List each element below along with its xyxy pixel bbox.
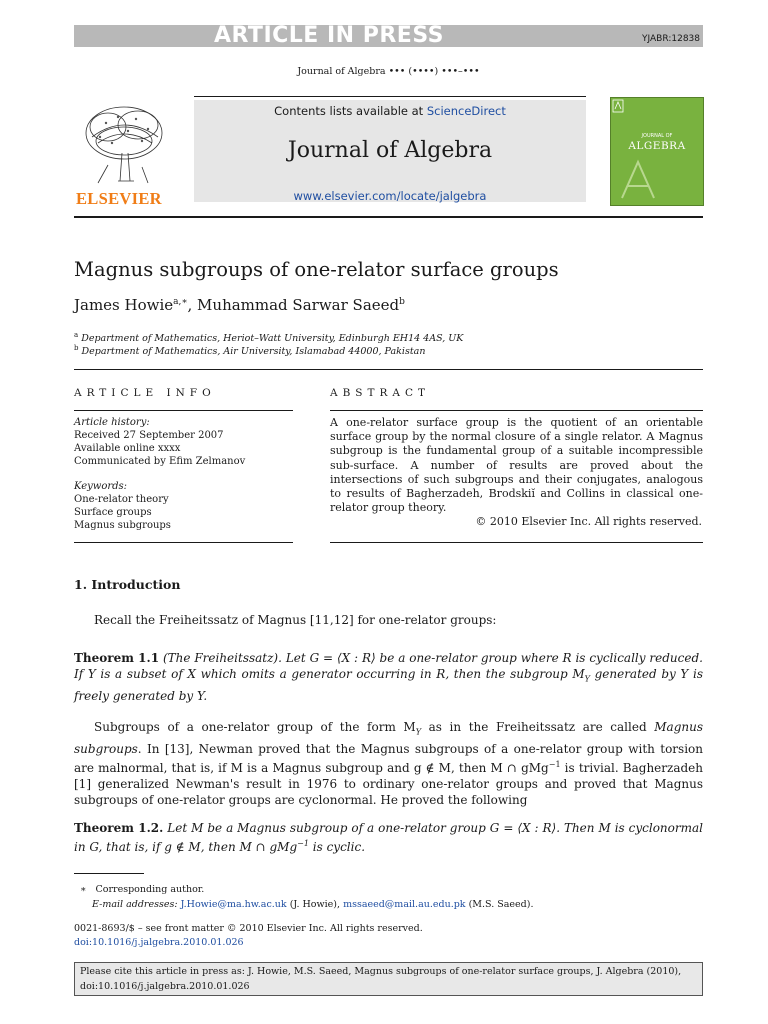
paragraph-subscript: Y [415,727,421,737]
article-history [74,416,294,468]
theorem-text-end: generated by Y is freely generated by Y. [74,667,703,703]
footnote-star: ∗ [80,884,87,895]
affiliation-a [74,331,463,344]
citation-text [80,964,695,994]
theorem-text-end: is cyclic. [308,840,366,855]
abstract-text: A one-relator surface group is the quotient of an orientable surface group by the normal closure of a single relator. A Magnus subgroup is the fundamental group of a suitable incompressible sub-surface. A number of results are proved about the intersections of such subgroups and their conjugates, analogous to results of Bagherzadeh, Brodskiĭ and Collins in classical one-relator group theory. [330,416,703,515]
keywords-label: Keywords: [74,481,128,492]
cover-emblem-icon [612,99,624,113]
abstract-heading: ABSTRACT [330,387,431,399]
contents-line [194,104,586,118]
section-heading-introduction: 1. Introduction [74,577,181,592]
history-online: Available online xxxx [74,443,181,454]
cover-title: ALGEBRA [628,140,686,152]
affiliation-b [74,344,425,357]
author-saeed-affiliation-mark[interactable]: b [399,297,405,307]
paragraph-text: . In [13], Newman proved that the Magnus subgroups of a one-relator group with torsion are malnormal, that is, if M is a Magnus subgroup and g ∉ M, then M ∩ gMg [74,741,703,775]
email-saeed-link[interactable]: mssaeed@mail.au.edu.pk [343,899,466,910]
affiliation-text: Department of Mathematics, Air University, Islamabad 44000, Pakistan [81,346,426,358]
history-received: Received 27 September 2007 [74,430,224,441]
issn-line: 0021-8693/$ – see front matter © 2010 Elsevier Inc. All rights reserved. [74,923,423,934]
article-info-heading: ARTICLE INFO [74,387,216,399]
theorem-label: Theorem 1.1 [74,651,160,665]
paragraph-text: as in the Freiheitssatz are called [421,720,655,734]
theorem-text: Let G = ⟨X : R⟩ be a one-relator group where R is cyclically reduced. If Y is a subset of X which omits a generator occurring in R, then the subgroup M [74,651,703,682]
article-info-rule [74,410,293,411]
email-addresses [92,899,533,910]
contents-prefix: Contents lists available at [274,104,427,118]
affiliation-text: Department of Mathematics, Heriot–Watt University, Edinburgh EH14 4AS, UK [81,333,464,345]
sciencedirect-link[interactable]: ScienceDirect [426,104,506,118]
info-top-rule [74,369,703,370]
email-saeed-name: (M.S. Saeed). [465,899,534,910]
affiliation-mark: b [74,344,79,352]
keyword[interactable]: Magnus subgroups [74,520,171,531]
theorem-name: (The Freiheitssatz). [162,651,282,665]
journal-url-link[interactable]: www.elsevier.com/locate/jalgebra [293,189,487,203]
abstract-bottom-rule [330,542,703,543]
author-list [74,296,405,314]
theorem-1-1 [74,650,703,704]
paragraph-superscript: −1 [548,759,561,769]
paragraph-text: is trivial. Bagherzadeh [1] generalized Newman's result in 1976 to ordinary one-relator groups and proved that Magnus subgroups of one-relator groups are cyclonormal. He proved the following [74,760,703,808]
email-label: E-mail addresses: [92,899,181,910]
history-communicated: Communicated by Efim Zelmanov [74,456,246,467]
theorem-subscript: Y [584,674,590,684]
history-label: Article history: [74,417,150,428]
author-howie: James Howie [74,296,174,314]
journal-title: Journal of Algebra [287,138,493,163]
abstract-rule [330,410,703,411]
keyword[interactable]: One-relator theory [74,494,169,505]
author-separator: , [187,296,198,314]
corresponding-label: Corresponding author. [95,884,205,895]
keywords [74,480,294,532]
cover-letter-a-icon [618,158,658,200]
theorem-1-2 [74,820,703,855]
elsevier-wordmark: ELSEVIER [76,189,162,208]
keyword[interactable]: Surface groups [74,507,152,518]
article-title: Magnus subgroups of one-relator surface groups [74,258,559,281]
citation-line-2[interactable]: doi:10.1016/j.jalgebra.2010.01.026 [80,981,250,992]
article-code: YJABR:12838 [642,34,700,44]
intro-recall-text: Recall the Freiheitssatz of Magnus [11,12] for one-relator groups: [94,613,497,627]
theorem-superscript: −1 [297,839,309,849]
paragraph-emphasis: Magnus subgroups [74,720,703,756]
citation-line-1: Please cite this article in press as: J. Howie, M.S. Saeed, Magnus subgroups of one-relator surface groups, J. Algebra (2010), [80,966,682,977]
masthead-top-rule [194,96,586,97]
doi-link[interactable]: doi:10.1016/j.jalgebra.2010.01.026 [74,937,244,948]
corresponding-author-note [80,884,204,895]
elsevier-tree-logo [78,103,170,187]
footnote-rule [74,873,144,874]
abstract-copyright: © 2010 Elsevier Inc. All rights reserved. [475,515,702,528]
affiliation-mark: a [74,331,79,339]
running-head: Journal of Algebra ••• (••••) •••–••• [297,66,480,77]
paragraph-text: Subgroups of a one-relator group of the form M [94,720,416,734]
author-howie-affiliation-mark[interactable]: a,∗ [173,297,188,307]
banner-title: ARTICLE IN PRESS [213,23,445,48]
email-howie-link[interactable]: J.Howie@ma.hw.ac.uk [180,899,287,910]
masthead-bottom-rule [74,216,703,218]
email-howie-name: (J. Howie), [286,899,344,910]
theorem-label: Theorem 1.2. [74,821,164,835]
theorem-text: Let M be a Magnus subgroup of a one-relator group G = ⟨X : R⟩. Then M is cyclonormal in G, that is, if g ∉ M, then M ∩ gMg [74,821,703,855]
intro-paragraph [74,719,703,808]
author-saeed: Muhammad Sarwar Saeed [197,296,400,314]
article-info-bottom-rule [74,542,293,543]
cover-journal-label: JOURNAL OF [641,133,673,139]
